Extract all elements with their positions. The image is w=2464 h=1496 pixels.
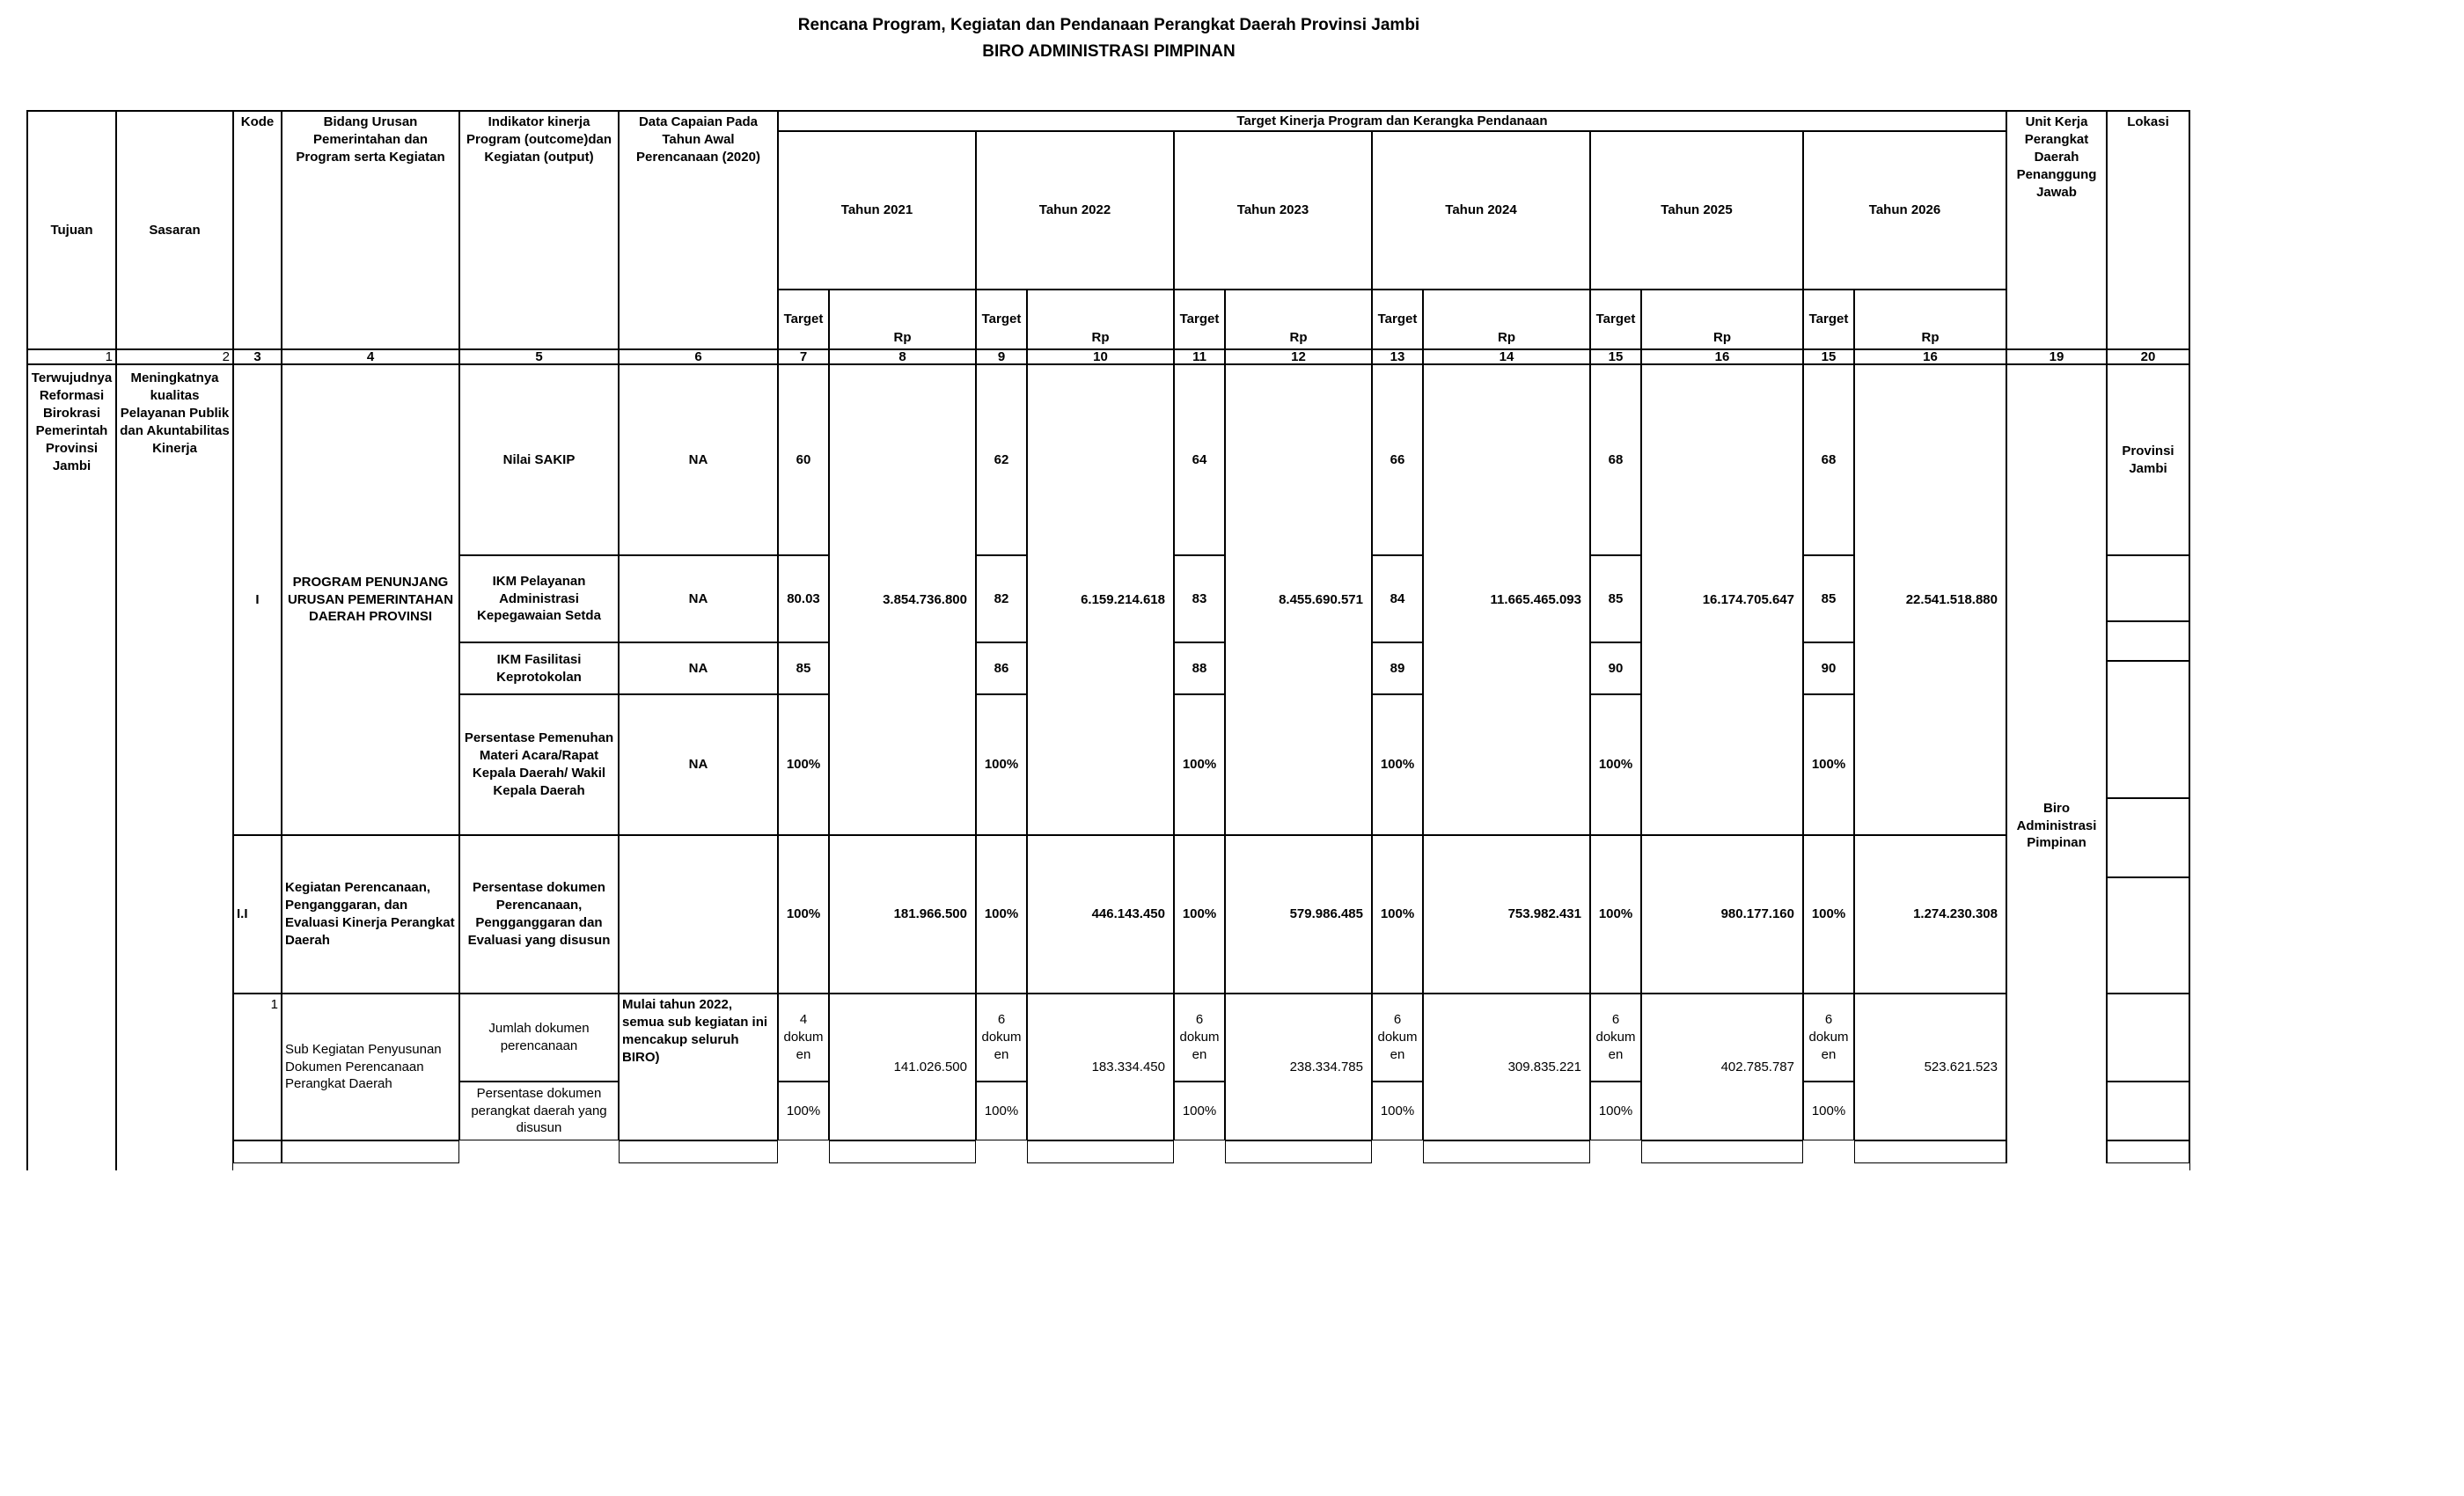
data-capaian-cell: NA <box>619 642 778 694</box>
page-title-line1: Rencana Program, Kegiatan dan Pendanaan Perangkat Daerah Provinsi Jambi <box>797 16 1420 34</box>
target-cell: 100% <box>1803 694 1854 835</box>
hdr-rp-label: Rp <box>1641 290 1803 349</box>
planning-table <box>26 110 2190 1170</box>
hdr-tujuan: Tujuan <box>27 111 116 349</box>
rp-cell: 309.835.221 <box>1423 994 1590 1140</box>
col-number: 3 <box>233 349 282 364</box>
page-title <box>26 12 2191 66</box>
hdr-target-label: Target <box>778 290 829 349</box>
indicator-cell: IKM Pelayanan Administrasi Kepegawaian Setda <box>459 555 619 642</box>
col-number: 5 <box>459 349 619 364</box>
col-number: 7 <box>778 349 829 364</box>
target-cell: 89 <box>1372 642 1423 694</box>
rp-cell: 579.986.485 <box>1225 835 1372 994</box>
hdr-rp-label: Rp <box>1854 290 2006 349</box>
hdr-sasaran: Sasaran <box>116 111 233 349</box>
empty-cell <box>2108 797 2189 876</box>
hdr-tahun-2025: Tahun 2025 <box>1590 131 1803 290</box>
target-cell: 90 <box>1803 642 1854 694</box>
program-kode-cell: I <box>233 364 282 835</box>
target-cell: 100% <box>778 835 829 994</box>
target-cell: 100% <box>976 835 1027 994</box>
empty-cell <box>282 1140 459 1163</box>
data-capaian-cell: NA <box>619 364 778 555</box>
empty-cell <box>1854 1140 2006 1163</box>
empty-cell <box>1423 1140 1590 1163</box>
target-cell: 62 <box>976 364 1027 555</box>
rp-cell: 22.541.518.880 <box>1854 364 2006 835</box>
indicator-cell: IKM Fasilitasi Keprotokolan <box>459 642 619 694</box>
empty-cell <box>2108 620 2189 660</box>
lokasi-column <box>2107 364 2189 1163</box>
target-cell: 100% <box>778 694 829 835</box>
rp-cell: 3.854.736.800 <box>829 364 976 835</box>
rp-cell: 6.159.214.618 <box>1027 364 1174 835</box>
col-number: 4 <box>282 349 459 364</box>
indicator-cell: Jumlah dokumen perencanaan <box>459 994 619 1082</box>
target-cell: 6 dokumen <box>1590 994 1641 1082</box>
target-cell: 82 <box>976 555 1027 642</box>
col-number: 16 <box>1854 349 2006 364</box>
rp-cell: 402.785.787 <box>1641 994 1803 1140</box>
col-number: 15 <box>1803 349 1854 364</box>
rp-cell: 1.274.230.308 <box>1854 835 2006 994</box>
col-number: 12 <box>1225 349 1372 364</box>
empty-cell <box>1027 1140 1174 1163</box>
col-number: 16 <box>1641 349 1803 364</box>
rp-cell: 980.177.160 <box>1641 835 1803 994</box>
hdr-tahun-2023: Tahun 2023 <box>1174 131 1372 290</box>
target-cell: 68 <box>1803 364 1854 555</box>
rp-cell: 11.665.465.093 <box>1423 364 1590 835</box>
empty-cell <box>619 1140 778 1163</box>
rp-cell: 181.966.500 <box>829 835 976 994</box>
target-cell: 100% <box>976 694 1027 835</box>
col-number: 11 <box>1174 349 1225 364</box>
target-cell: 66 <box>1372 364 1423 555</box>
empty-cell <box>1641 1140 1803 1163</box>
program-name-cell: PROGRAM PENUNJANG URUSAN PEMERINTAHAN DAERAH PROVINSI <box>282 364 459 835</box>
target-cell: 6 dokumen <box>976 994 1027 1082</box>
target-cell: 60 <box>778 364 829 555</box>
target-cell: 80.03 <box>778 555 829 642</box>
target-cell: 6 dokumen <box>1372 994 1423 1082</box>
col-number: 13 <box>1372 349 1423 364</box>
target-cell: 100% <box>976 1082 1027 1140</box>
hdr-rp-label: Rp <box>1027 290 1174 349</box>
hdr-target-label: Target <box>1372 290 1423 349</box>
col-number: 2 <box>116 349 233 364</box>
col-number: 20 <box>2107 349 2189 364</box>
hdr-target-label: Target <box>1803 290 1854 349</box>
rp-cell: 446.143.450 <box>1027 835 1174 994</box>
hdr-tahun-2021: Tahun 2021 <box>778 131 976 290</box>
empty-cell <box>1225 1140 1372 1163</box>
hdr-rp-label: Rp <box>1423 290 1590 349</box>
hdr-indikator-kinerja: Indikator kinerja Program (outcome)dan Kegiatan (output) <box>459 111 619 349</box>
hdr-target-label: Target <box>1590 290 1641 349</box>
target-cell: 90 <box>1590 642 1641 694</box>
empty-cell <box>829 1140 976 1163</box>
target-cell: 84 <box>1372 555 1423 642</box>
col-number: 19 <box>2006 349 2107 364</box>
target-cell: 64 <box>1174 364 1225 555</box>
target-cell: 100% <box>1372 694 1423 835</box>
rp-cell: 523.621.523 <box>1854 994 2006 1140</box>
rp-cell: 753.982.431 <box>1423 835 1590 994</box>
empty-cell <box>233 1140 282 1163</box>
rp-cell: 8.455.690.571 <box>1225 364 1372 835</box>
hdr-unit-kerja: Unit Kerja Perangkat Daerah Penanggung Jawab <box>2006 111 2107 349</box>
kegiatan-kode-cell: I.I <box>233 835 282 994</box>
hdr-tahun-2024: Tahun 2024 <box>1372 131 1590 290</box>
hdr-bidang-urusan: Bidang Urusan Pemerintahan dan Program serta Kegiatan <box>282 111 459 349</box>
col-number: 14 <box>1423 349 1590 364</box>
hdr-tahun-2026: Tahun 2026 <box>1803 131 2006 290</box>
target-cell: 85 <box>778 642 829 694</box>
indicator-cell: Persentase dokumen perangkat daerah yang disusun <box>459 1082 619 1140</box>
target-cell: 100% <box>778 1082 829 1140</box>
target-cell: 6 dokumen <box>1174 994 1225 1082</box>
empty-cell <box>2108 876 2189 993</box>
target-cell: 100% <box>1590 835 1641 994</box>
sasaran-cell: Meningkatnya kualitas Pelayanan Publik dan Akuntabilitas Kinerja <box>116 364 233 1170</box>
hdr-data-capaian: Data Capaian Pada Tahun Awal Perencanaan (2020) <box>619 111 778 349</box>
target-cell: 100% <box>1372 835 1423 994</box>
hdr-rp-label: Rp <box>829 290 976 349</box>
hdr-rp-label: Rp <box>1225 290 1372 349</box>
target-cell: 100% <box>1372 1082 1423 1140</box>
target-cell: 86 <box>976 642 1027 694</box>
hdr-kode: Kode <box>233 111 282 349</box>
target-cell: 100% <box>1174 694 1225 835</box>
tujuan-cell: Terwujudnya Reformasi Birokrasi Pemerintah Provinsi Jambi <box>27 364 116 1170</box>
target-cell: 88 <box>1174 642 1225 694</box>
hdr-lokasi: Lokasi <box>2107 111 2189 349</box>
target-cell: 100% <box>1174 1082 1225 1140</box>
data-capaian-cell: NA <box>619 555 778 642</box>
lokasi-cell: Provinsi Jambi <box>2122 443 2174 476</box>
target-cell: 4 dokumen <box>778 994 829 1082</box>
empty-cell <box>2108 1140 2189 1161</box>
subkegiatan-name-cell: Sub Kegiatan Penyusunan Dokumen Perencanaan Perangkat Daerah <box>282 994 459 1140</box>
target-cell: 85 <box>1590 555 1641 642</box>
target-cell: 100% <box>1174 835 1225 994</box>
target-cell: 83 <box>1174 555 1225 642</box>
target-cell: 6 dokumen <box>1803 994 1854 1082</box>
data-capaian-cell: NA <box>619 694 778 835</box>
page-title-line2: BIRO ADMINISTRASI PIMPINAN <box>982 42 1236 62</box>
empty-cell <box>2108 554 2189 620</box>
target-cell: 68 <box>1590 364 1641 555</box>
col-number: 10 <box>1027 349 1174 364</box>
indicator-cell: Persentase dokumen Perencanaan, Pengganggaran dan Evaluasi yang disusun <box>459 835 619 994</box>
empty-cell <box>2108 993 2189 1081</box>
target-cell: 85 <box>1803 555 1854 642</box>
target-cell: 100% <box>1590 1082 1641 1140</box>
hdr-target-label: Target <box>976 290 1027 349</box>
target-cell: 100% <box>1803 835 1854 994</box>
empty-cell <box>2108 1081 2189 1140</box>
rp-cell: 16.174.705.647 <box>1641 364 1803 835</box>
col-number: 6 <box>619 349 778 364</box>
col-number: 15 <box>1590 349 1641 364</box>
kegiatan-name-cell: Kegiatan Perencanaan, Penganggaran, dan Evaluasi Kinerja Perangkat Daerah <box>282 835 459 994</box>
rp-cell: 183.334.450 <box>1027 994 1174 1140</box>
empty-cell <box>2108 660 2189 797</box>
hdr-target-kinerja-span: Target Kinerja Program dan Kerangka Pendanaan <box>778 111 2006 131</box>
indicator-cell: Nilai SAKIP <box>459 364 619 555</box>
rp-cell: 141.026.500 <box>829 994 976 1140</box>
indicator-cell: Persentase Pemenuhan Materi Acara/Rapat Kepala Daerah/ Wakil Kepala Daerah <box>459 694 619 835</box>
hdr-target-label: Target <box>1174 290 1225 349</box>
col-number: 9 <box>976 349 1027 364</box>
empty-cell <box>619 835 778 994</box>
catatan-cell: Mulai tahun 2022, semua sub kegiatan ini mencakup seluruh BIRO) <box>619 994 778 1140</box>
unit-kerja-cell: Biro Administrasi Pimpinan <box>2006 364 2107 1163</box>
rp-cell: 238.334.785 <box>1225 994 1372 1140</box>
col-number: 8 <box>829 349 976 364</box>
hdr-tahun-2022: Tahun 2022 <box>976 131 1174 290</box>
target-cell: 100% <box>1803 1082 1854 1140</box>
target-cell: 100% <box>1590 694 1641 835</box>
subkegiatan-kode-cell: 1 <box>233 994 282 1140</box>
col-number: 1 <box>27 349 116 364</box>
